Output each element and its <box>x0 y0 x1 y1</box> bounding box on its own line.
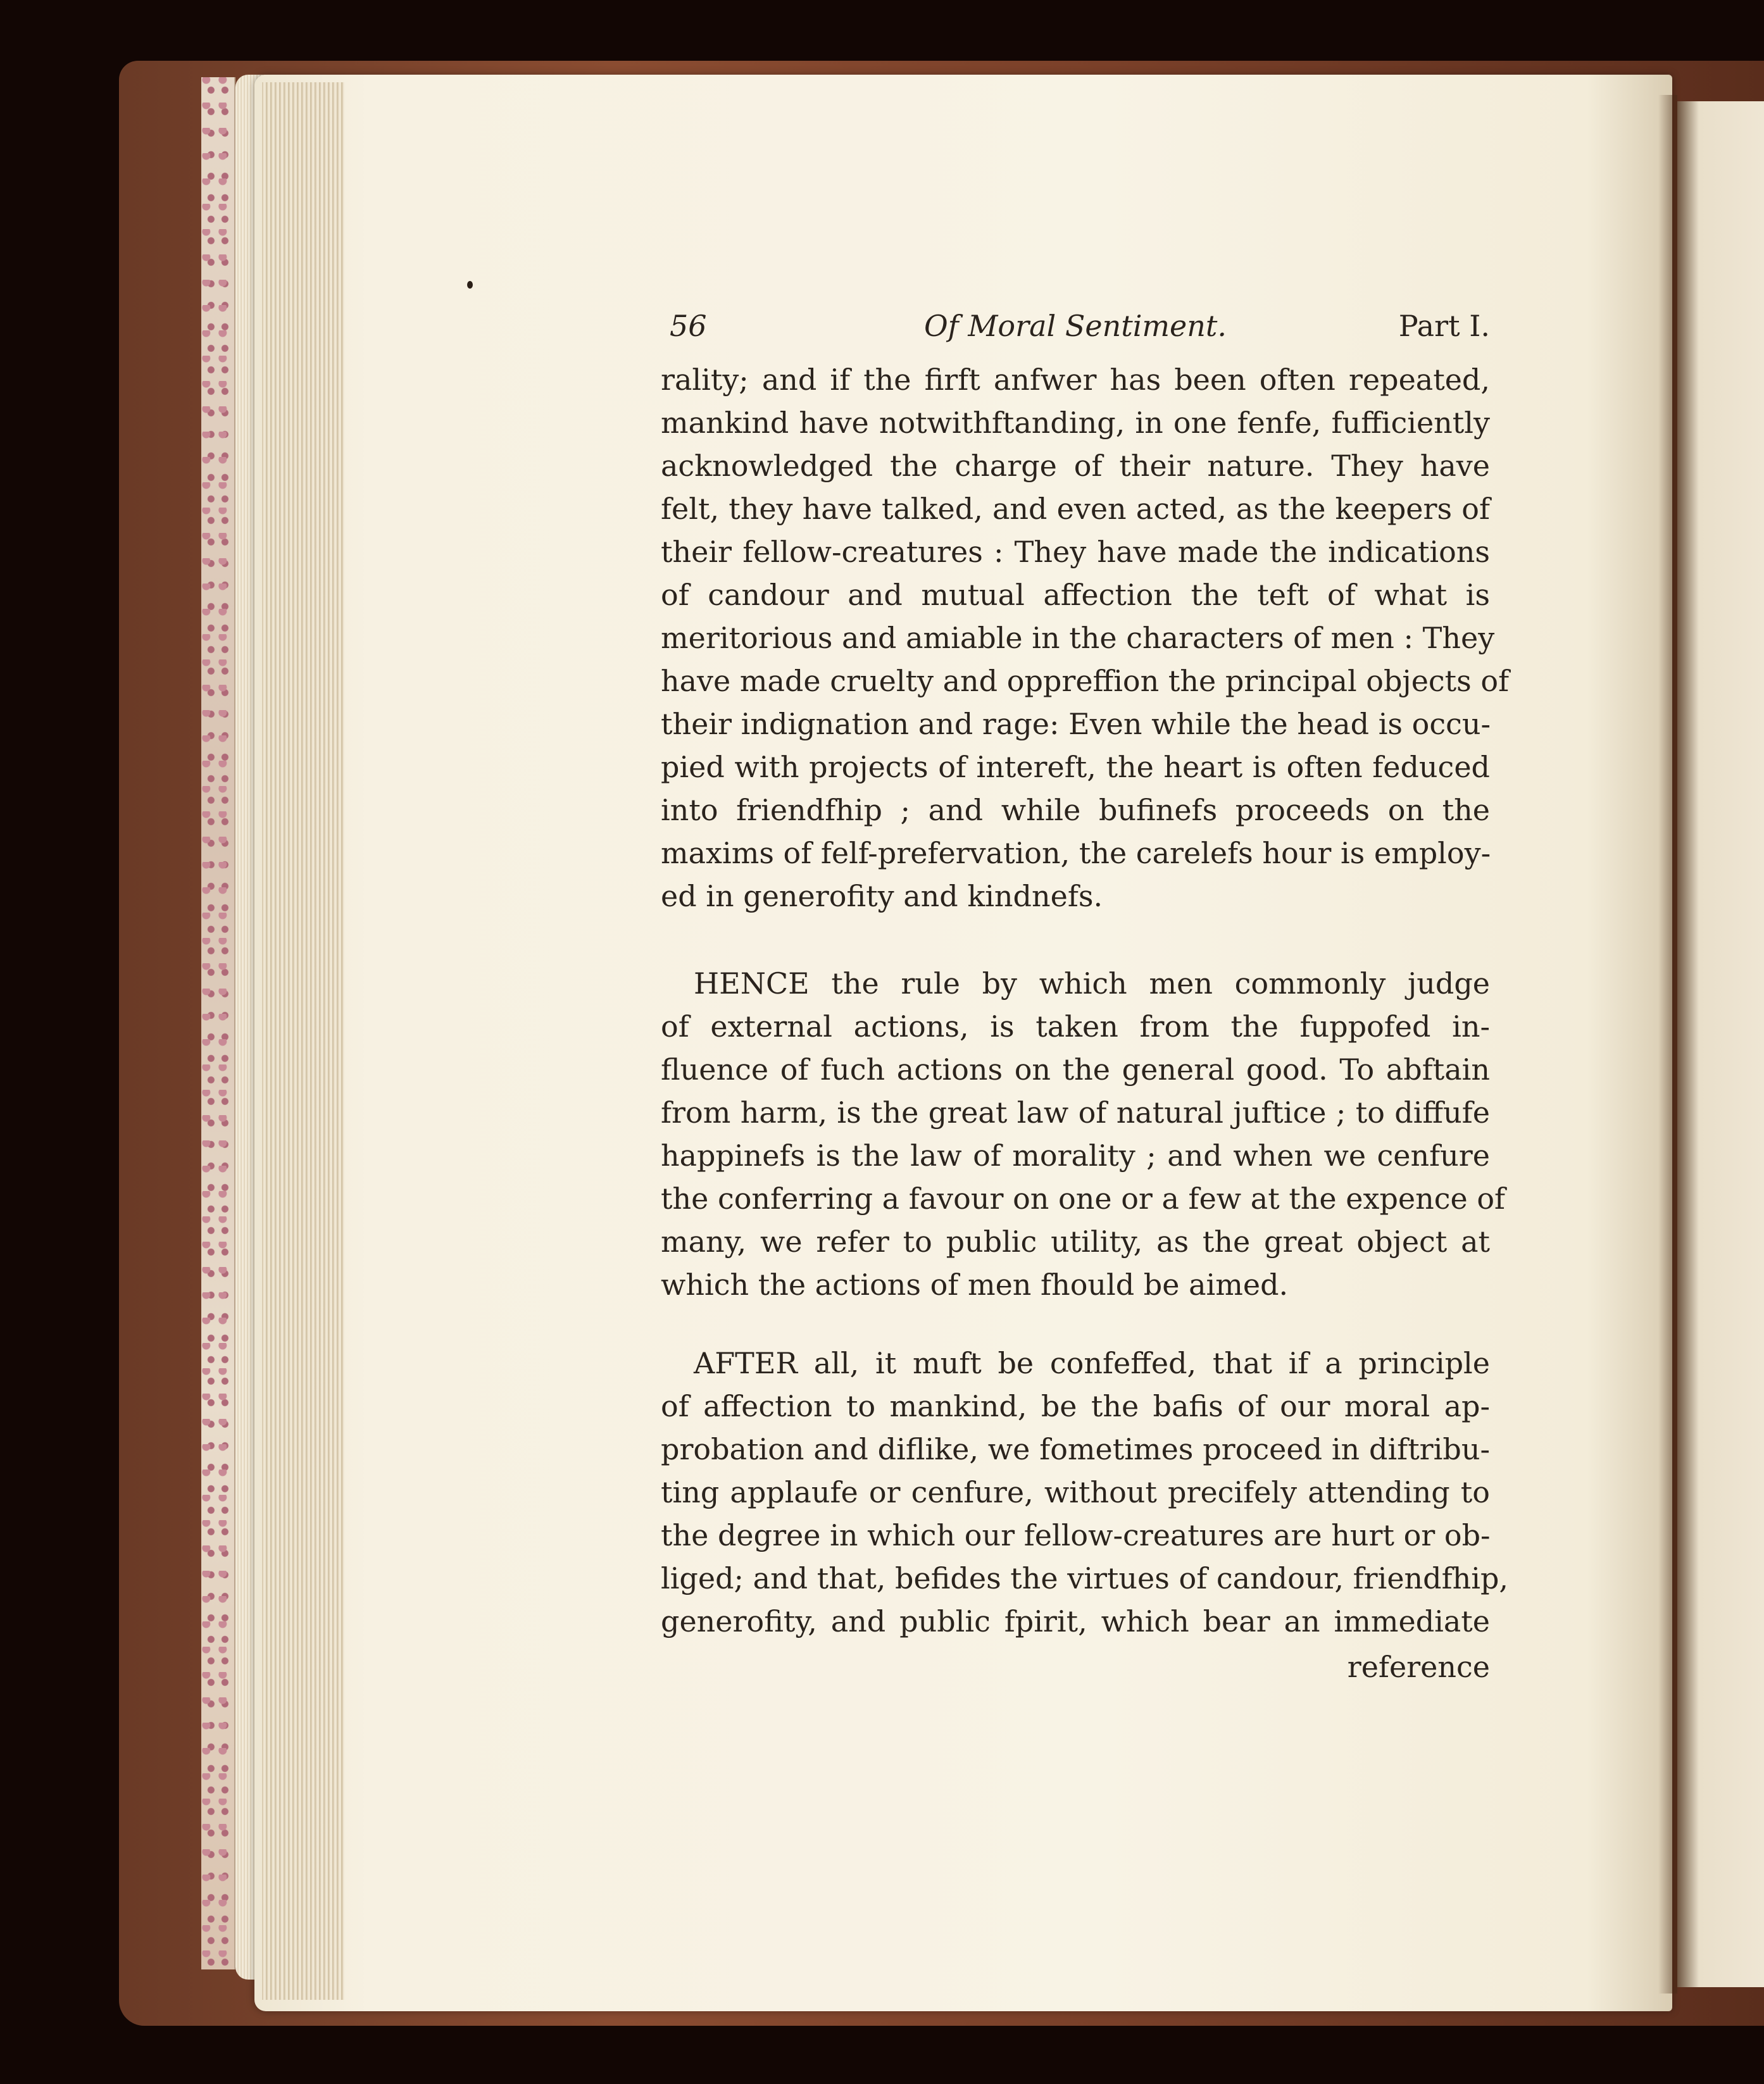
text-line: of affection to mankind, be the bafis of our moral ap- <box>661 1389 1490 1423</box>
running-head <box>661 297 1490 354</box>
running-title: Of Moral Sentiment. <box>923 309 1227 343</box>
paragraph-3 <box>661 1342 1509 1643</box>
gutter-shadow <box>1658 95 1677 1994</box>
text-line: AFTER all, it muft be confeffed, that if a principle <box>694 1346 1490 1380</box>
text-line: which the actions of men fhould be aimed. <box>661 1268 1289 1302</box>
text-line: rality; and if the firft anfwer has been often repeated, <box>661 363 1490 397</box>
text-line: their fellow-creatures : They have made the indications <box>661 535 1490 569</box>
paragraph-1 <box>661 358 1510 918</box>
page-edges <box>262 82 344 2000</box>
text-line: into friendfhip ; and while bufinefs proceeds on the <box>661 793 1490 827</box>
text-line: felt, they have talked, and even acted, as the keepers of <box>661 492 1490 526</box>
text-line: fluence of fuch actions on the general good. To abftain <box>661 1052 1490 1087</box>
text-line: generofity, and public fpirit, which bear an immediate <box>661 1604 1490 1638</box>
text-line: of candour and mutual affection the teft of what is <box>661 578 1490 612</box>
text-line: HENCE the rule by which men commonly judge <box>694 966 1490 1001</box>
text-line: the degree in which our fellow-creatures are hurt or ob- <box>661 1518 1491 1552</box>
text-line: have made cruelty and oppreffion the principal objects of <box>661 664 1510 698</box>
text-line: of external actions, is taken from the fuppofed in- <box>661 1009 1490 1044</box>
text-line: liged; and that, befides the virtues of candour, friendfhip, <box>661 1561 1509 1595</box>
page-number: 56 <box>670 309 707 343</box>
text-line: mankind have notwithftanding, in one fenfe, fufficiently <box>661 406 1490 440</box>
text-line: from harm, is the great law of natural juftice ; to diffufe <box>661 1095 1490 1130</box>
ink-speck <box>467 281 473 289</box>
text-line: their indignation and rage: Even while the head is occu- <box>661 707 1491 741</box>
text-line: pied with projects of intereft, the heart is often feduced <box>661 750 1490 784</box>
text-line: many, we refer to public utility, as the great object at <box>661 1225 1490 1259</box>
text-line: maxims of felf-prefervation, the carelefs hour is employ- <box>661 836 1491 870</box>
text-line: ed in generofity and kindnefs. <box>661 879 1103 913</box>
text-line: meritorious and amiable in the characters of men : They <box>661 621 1495 655</box>
paragraph-2 <box>661 962 1506 1306</box>
catchword: reference <box>1347 1650 1490 1684</box>
text-line: probation and diflike, we fometimes proceed in diftribu- <box>661 1432 1490 1466</box>
text-line: acknowledged the charge of their nature. They have <box>661 449 1490 483</box>
marbled-endpaper <box>201 77 235 1969</box>
facing-page-edge <box>1677 101 1764 1987</box>
text-line: happinefs is the law of morality ; and when we cenfure <box>661 1139 1490 1173</box>
text-line: ting applaufe or cenfure, without precifely attending to <box>661 1475 1490 1509</box>
text-line: the conferring a favour on one or a few at the expence of <box>661 1182 1506 1216</box>
part-label: Part I. <box>1398 309 1490 343</box>
